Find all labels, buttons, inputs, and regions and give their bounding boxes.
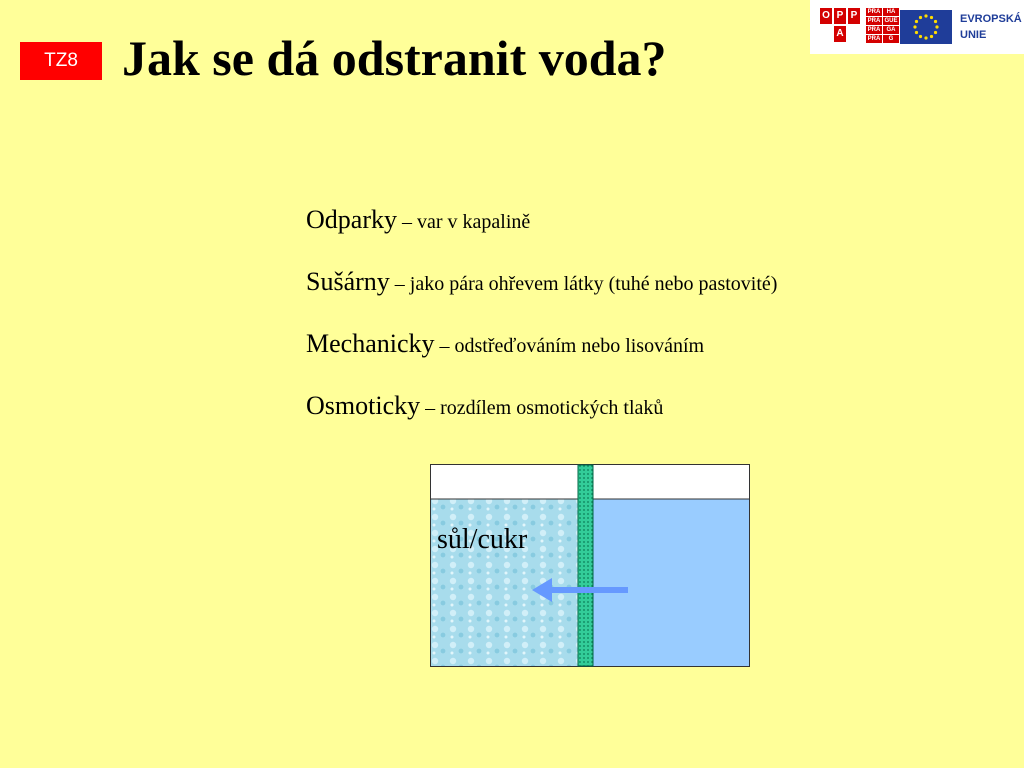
eu-label (960, 11, 1022, 43)
oppa-letter: P (848, 8, 860, 24)
oppa-letter: O (820, 8, 832, 24)
eu-star-icon (935, 25, 938, 28)
method-item (306, 264, 777, 326)
semipermeable-membrane (578, 465, 593, 666)
eu-flag-icon (900, 10, 952, 44)
eu-star-icon (924, 14, 927, 17)
method-term: Sušárny (306, 267, 390, 296)
method-term: Osmoticky (306, 391, 421, 420)
praha-cell: HA (883, 8, 899, 16)
eu-star-icon (919, 16, 922, 19)
method-desc: – rozdílem osmotických tlaků (420, 397, 664, 419)
praha-cell: PRA (867, 18, 881, 24)
eu-star-icon (913, 25, 916, 28)
water-removal-methods (306, 202, 777, 450)
solute-label: sůl/cukr (437, 524, 528, 555)
eu-star-icon (934, 31, 937, 34)
method-item (306, 388, 777, 450)
eu-star-icon (924, 36, 927, 39)
eu-star-icon (930, 16, 933, 19)
praha-cell: G (883, 35, 899, 43)
slide-badge: TZ8 (20, 42, 102, 80)
sponsor-logos (810, 0, 1024, 54)
oppa-logo (820, 8, 862, 44)
eu-label-line1: EVROPSKÁ (960, 13, 1022, 25)
eu-star-icon (930, 35, 933, 38)
eu-star-icon (915, 31, 918, 34)
eu-label-line2: UNIE (960, 29, 987, 41)
praha-cell: GUE (884, 18, 898, 24)
praha-cell: PRA (867, 9, 881, 15)
praha-cell: PRA (867, 27, 881, 33)
method-item (306, 202, 777, 264)
oppa-letter: P (834, 8, 846, 24)
praha-logo (866, 8, 900, 44)
praha-cell: PRA (867, 36, 881, 42)
method-desc: – var v kapalině (396, 211, 531, 233)
eu-star-icon (915, 20, 918, 23)
osmosis-diagram (430, 464, 750, 667)
method-desc: – odstřeďováním nebo lisováním (434, 335, 705, 357)
pure-water-right (593, 499, 749, 666)
method-desc: – jako pára ohřevem látky (tuhé nebo pastovité) (389, 273, 778, 295)
method-term: Odparky (306, 205, 397, 234)
eu-star-icon (919, 35, 922, 38)
slide-title: Jak se dá odstranit voda? (122, 30, 667, 86)
method-term: Mechanicky (306, 329, 435, 358)
oppa-letter: A (834, 26, 846, 42)
eu-star-icon (934, 20, 937, 23)
praha-cell: GA (883, 26, 899, 34)
method-item (306, 326, 777, 388)
